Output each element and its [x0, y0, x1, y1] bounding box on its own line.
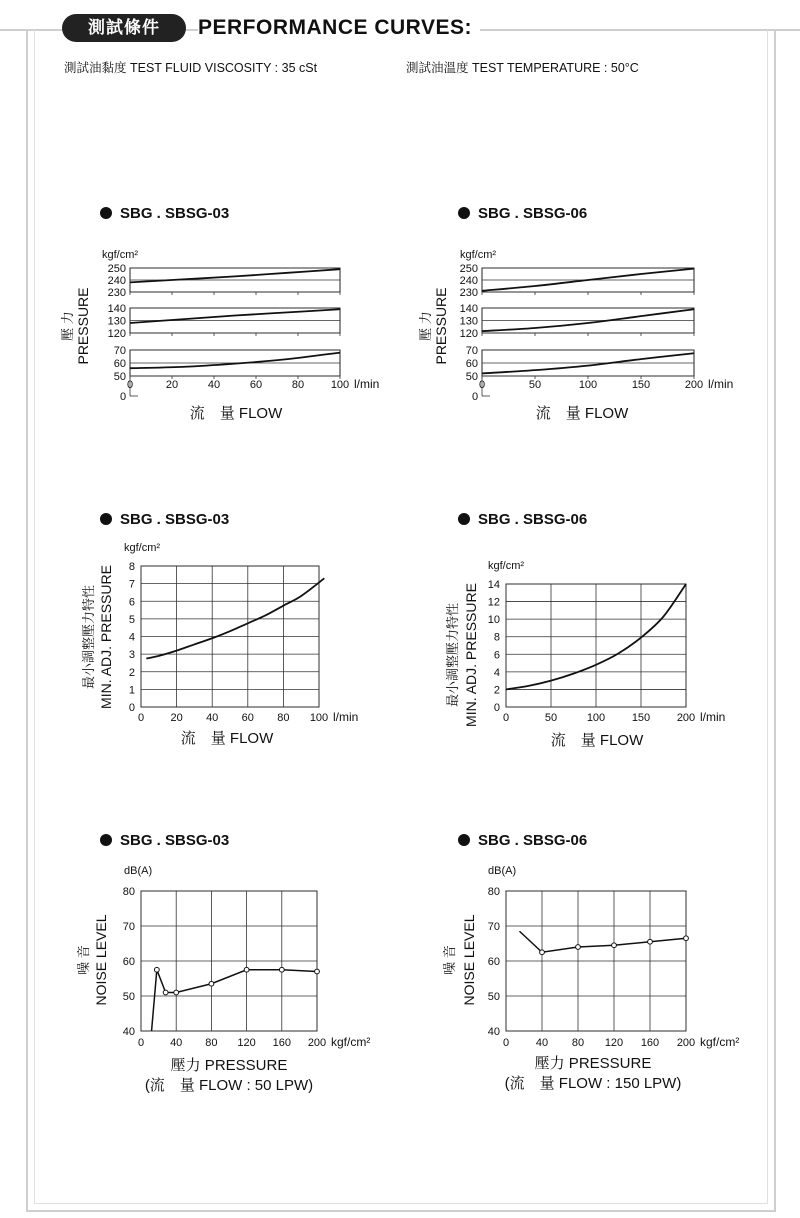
x-tick-label: 0 — [478, 379, 486, 391]
x-tick-label: 40 — [207, 379, 221, 391]
data-point — [174, 990, 179, 995]
chart-title: SBG . SBSG-03 — [120, 511, 230, 528]
title-bullet-icon — [458, 834, 470, 846]
y-unit-label: dB(A) — [124, 865, 153, 877]
viscosity-condition: 測試油黏度 TEST FLUID VISCOSITY : 35 cSt — [64, 61, 318, 75]
y-tick-label: 14 — [487, 579, 500, 591]
x-tick-label: 50 — [544, 712, 558, 724]
x-tick-label: 200 — [676, 1037, 696, 1049]
data-point — [540, 950, 545, 955]
x-tick-label: 200 — [684, 379, 704, 391]
y-tick-label: 60 — [465, 358, 478, 370]
series-line — [130, 309, 340, 323]
title-bullet-icon — [100, 207, 112, 219]
x-tick-label: 150 — [631, 712, 651, 724]
y-tick-label: 240 — [459, 275, 478, 287]
data-point — [684, 936, 689, 941]
x-axis-label: 流 量 FLOW — [550, 732, 644, 749]
y-unit-label: kgf/cm² — [488, 560, 525, 572]
x-tick-label: 160 — [640, 1037, 660, 1049]
y-axis-label: PRESSURE — [433, 287, 449, 365]
y-unit-label: dB(A) — [488, 865, 517, 877]
x-tick-label: 40 — [535, 1037, 549, 1049]
x-tick-label: 0 — [502, 712, 510, 724]
y-axis-label-cn: 噪 音 — [442, 945, 457, 975]
y-tick-label: 8 — [493, 631, 500, 644]
x-unit-label: l/min — [700, 710, 726, 724]
y-axis-label: NOISE LEVEL — [93, 914, 109, 1006]
page-title: PERFORMANCE CURVES: — [198, 14, 480, 42]
y-tick-label: 60 — [113, 358, 126, 370]
data-point — [154, 967, 159, 972]
x-tick-label: 160 — [272, 1037, 291, 1049]
y-tick-label: 120 — [459, 328, 478, 340]
y-tick-label: 130 — [107, 315, 126, 328]
chart-1 — [60, 249, 379, 422]
y-tick-label: 40 — [122, 1026, 135, 1038]
x-tick-label: 100 — [578, 379, 598, 391]
x-unit-label: l/min — [333, 710, 359, 724]
chart-title: SBG . SBSG-03 — [120, 205, 230, 222]
x-tick-label: 0 — [137, 712, 145, 724]
x-tick-label: 100 — [309, 712, 329, 724]
origin-label: 0 — [120, 391, 127, 403]
x-tick-label: 60 — [249, 379, 263, 391]
chart-title: SBG . SBSG-06 — [478, 511, 588, 528]
data-point — [279, 967, 284, 972]
y-tick-label: 40 — [487, 1026, 500, 1038]
chart-title: SBG . SBSG-06 — [478, 832, 588, 849]
series-line — [130, 353, 340, 369]
y-axis-label: NOISE LEVEL — [461, 914, 477, 1006]
x-axis-label: 壓力 PRESSURE — [170, 1057, 288, 1074]
x-tick-label: 150 — [631, 379, 651, 391]
y-unit-label: kgf/cm² — [102, 249, 139, 261]
y-axis-label-cn: 最小調整壓力特性 — [445, 602, 460, 708]
x-tick-label: 40 — [170, 1037, 183, 1049]
y-tick-label: 6 — [493, 649, 500, 662]
chart-5 — [76, 865, 370, 1094]
y-tick-label: 140 — [107, 303, 126, 315]
series-line — [520, 931, 687, 952]
y-tick-label: 250 — [107, 263, 126, 275]
chart-title: SBG . SBSG-06 — [478, 205, 588, 222]
x-tick-label: 0 — [126, 379, 134, 391]
x-tick-label: 200 — [307, 1037, 327, 1049]
temperature-condition: 測試油溫度 TEST TEMPERATURE : 50°C — [406, 61, 639, 75]
data-point — [244, 967, 249, 972]
y-tick-label: 70 — [122, 921, 135, 933]
x-tick-label: 80 — [205, 1037, 218, 1049]
y-tick-label: 70 — [487, 921, 500, 933]
y-tick-label: 4 — [128, 631, 135, 644]
x-axis-label-condition: (流 量 FLOW : 150 LPW) — [504, 1075, 682, 1092]
y-axis-label-cn: 噪 音 — [76, 945, 91, 975]
x-tick-label: 100 — [586, 712, 606, 724]
title-bullet-icon — [100, 513, 112, 525]
y-tick-label: 80 — [487, 886, 500, 898]
x-tick-label: 0 — [137, 1037, 145, 1049]
x-axis-label: 流 量 FLOW — [180, 730, 274, 747]
y-tick-label: 60 — [487, 956, 500, 968]
x-tick-label: 200 — [676, 712, 696, 724]
y-tick-label: 140 — [459, 303, 478, 315]
x-tick-label: 120 — [604, 1037, 624, 1049]
title-bullet-icon — [100, 834, 112, 846]
y-axis-label: PRESSURE — [75, 287, 91, 365]
y-axis-label-cn: 壓 力 — [60, 311, 75, 341]
origin-label: 0 — [472, 391, 479, 403]
chart-6 — [442, 865, 739, 1092]
y-tick-label: 10 — [487, 614, 500, 627]
data-point — [209, 981, 214, 986]
chart-3 — [81, 542, 358, 747]
y-axis-label-cn: 最小調整壓力特性 — [81, 584, 96, 690]
series-line — [146, 578, 324, 658]
y-tick-label: 70 — [465, 345, 478, 357]
y-tick-label: 2 — [493, 684, 500, 697]
y-tick-label: 250 — [459, 263, 478, 275]
y-tick-label: 6 — [128, 596, 135, 609]
title-bullet-icon — [458, 513, 470, 525]
y-tick-label: 50 — [465, 371, 478, 383]
y-unit-label: kgf/cm² — [124, 542, 161, 554]
x-unit-label: l/min — [708, 377, 734, 391]
y-tick-label: 70 — [113, 345, 126, 357]
x-tick-label: 40 — [206, 712, 219, 724]
x-axis-label: 流 量 FLOW — [189, 405, 283, 422]
y-tick-label: 60 — [122, 956, 135, 968]
title-bullet-icon — [458, 207, 470, 219]
y-tick-label: 230 — [459, 287, 478, 299]
x-tick-label: 50 — [528, 379, 542, 391]
y-tick-label: 1 — [128, 684, 135, 697]
y-tick-label: 50 — [113, 371, 126, 383]
y-axis-label-cn: 壓 力 — [418, 311, 433, 341]
data-point — [612, 943, 617, 948]
x-unit-label: l/min — [354, 377, 380, 391]
x-tick-label: 60 — [241, 712, 254, 724]
y-tick-label: 0 — [128, 702, 135, 714]
y-tick-label: 8 — [128, 561, 135, 573]
x-tick-label: 20 — [165, 379, 179, 391]
y-tick-label: 130 — [459, 315, 478, 328]
y-tick-label: 7 — [128, 578, 135, 591]
y-unit-label: kgf/cm² — [460, 249, 497, 261]
y-tick-label: 2 — [128, 666, 135, 679]
x-tick-label: 80 — [277, 712, 290, 724]
x-axis-label: 壓力 PRESSURE — [534, 1055, 652, 1072]
x-unit-label: kgf/cm² — [331, 1035, 371, 1049]
chart-title: SBG . SBSG-03 — [120, 832, 230, 849]
y-tick-label: 230 — [107, 287, 126, 299]
x-tick-label: 120 — [237, 1037, 256, 1049]
data-point — [163, 990, 168, 995]
chart-2 — [418, 249, 733, 422]
y-tick-label: 4 — [493, 666, 500, 679]
y-tick-label: 12 — [487, 596, 500, 609]
x-tick-label: 100 — [330, 379, 350, 391]
x-axis-label-condition: (流 量 FLOW : 50 LPW) — [144, 1077, 314, 1094]
y-axis-label: MIN. ADJ. PRESSURE — [463, 583, 479, 727]
y-tick-label: 50 — [487, 991, 500, 1003]
data-point — [576, 945, 581, 950]
x-unit-label: kgf/cm² — [700, 1035, 740, 1049]
test-conditions-badge: 測試條件 — [62, 14, 186, 42]
y-tick-label: 3 — [128, 649, 135, 662]
y-tick-label: 240 — [107, 275, 126, 287]
x-tick-label: 80 — [291, 379, 305, 391]
series-line — [130, 269, 340, 282]
x-tick-label: 20 — [170, 712, 183, 724]
x-tick-label: 80 — [571, 1037, 585, 1049]
y-tick-label: 5 — [128, 613, 135, 626]
y-tick-label: 120 — [107, 328, 126, 340]
chart-4 — [445, 560, 725, 749]
data-point — [315, 969, 320, 974]
x-tick-label: 0 — [502, 1037, 510, 1049]
y-tick-label: 80 — [122, 886, 135, 898]
y-axis-label: MIN. ADJ. PRESSURE — [98, 565, 114, 709]
data-point — [648, 939, 653, 944]
y-tick-label: 0 — [493, 702, 500, 714]
x-axis-label: 流 量 FLOW — [535, 405, 629, 422]
y-tick-label: 50 — [122, 991, 135, 1003]
